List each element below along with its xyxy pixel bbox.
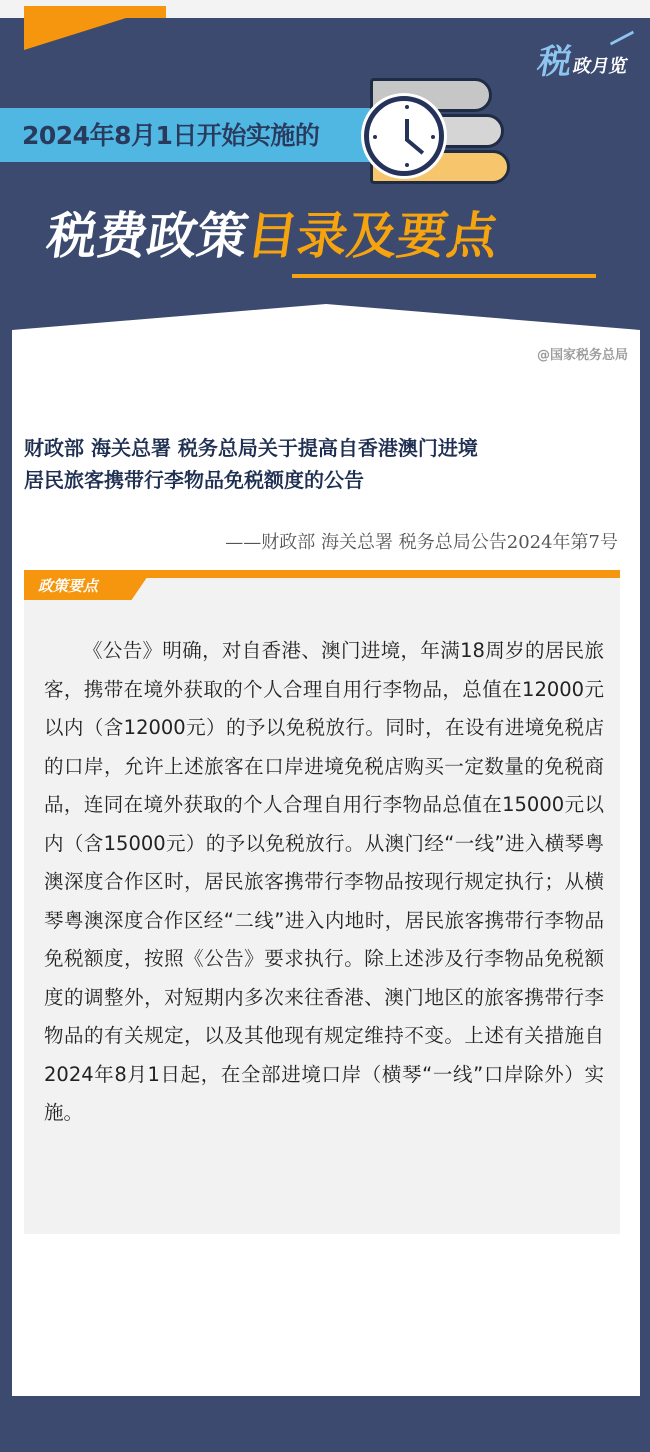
- page-title-white: 税费政策: [43, 207, 252, 265]
- clock-tick: [431, 135, 435, 139]
- logo: [535, 44, 631, 80]
- logo-mark: 税: [534, 42, 576, 82]
- page-title-orange: 目录及要点: [243, 207, 502, 265]
- document-title: [24, 432, 624, 496]
- clock-tick: [405, 105, 409, 109]
- document-reference: ——财政部 海关总署 税务总局公告2024年第7号: [225, 532, 618, 553]
- clock-tick: [405, 163, 409, 167]
- page-title: [43, 196, 503, 268]
- key-points-body: [44, 632, 604, 1133]
- orange-flag-band: [24, 6, 166, 18]
- clock-icon: [364, 96, 444, 176]
- clock-minute-hand: [405, 137, 424, 154]
- key-points-label: 政策要点: [38, 577, 99, 595]
- title-underline: [292, 274, 596, 278]
- document-title-line2: 居民旅客携带行李物品免税额度的公告: [24, 468, 364, 492]
- date-banner-text: 2024年8月1日开始实施的: [22, 121, 320, 150]
- source-label: @国家税务总局: [536, 348, 628, 363]
- panel-notch: [12, 304, 640, 330]
- clock-tick: [373, 135, 377, 139]
- key-points-text: 《公告》明确，对自香港、澳门进境，年满18周岁的居民旅客，携带在境外获取的个人合理自用行李物品，总值在12000元以内（含12000元）的予以免税放行。同时，在设有进境免税店的口岸，允许上述旅客在口岸进境免税店购买一定数量的免税商品，连同在境外获取的个人合理自用行李物品总值在15000元以内（含15000元）的予以免税放行。从澳门经“一线”进入横琴粤澳深度合作区时，居民旅客携带行李物品按现行规定执行；从横琴粤澳深度合作区经“二线”进入内地时，居民旅客携带行李物品免税额度，按照《公告》要求执行。除上述涉及行李物品免税额度的调整外，对短期内多次来往香港、澳门地区的旅客携带行李物品的有关规定，以及其他现有规定维持不变。上述有关措施自2024年8月1日起，在全部进境口岸（横琴“一线”口岸除外）实施。: [44, 639, 604, 1124]
- document-title-line1: 财政部 海关总署 税务总局关于提高自香港澳门进境: [24, 436, 478, 460]
- logo-text: 政月览: [571, 56, 630, 77]
